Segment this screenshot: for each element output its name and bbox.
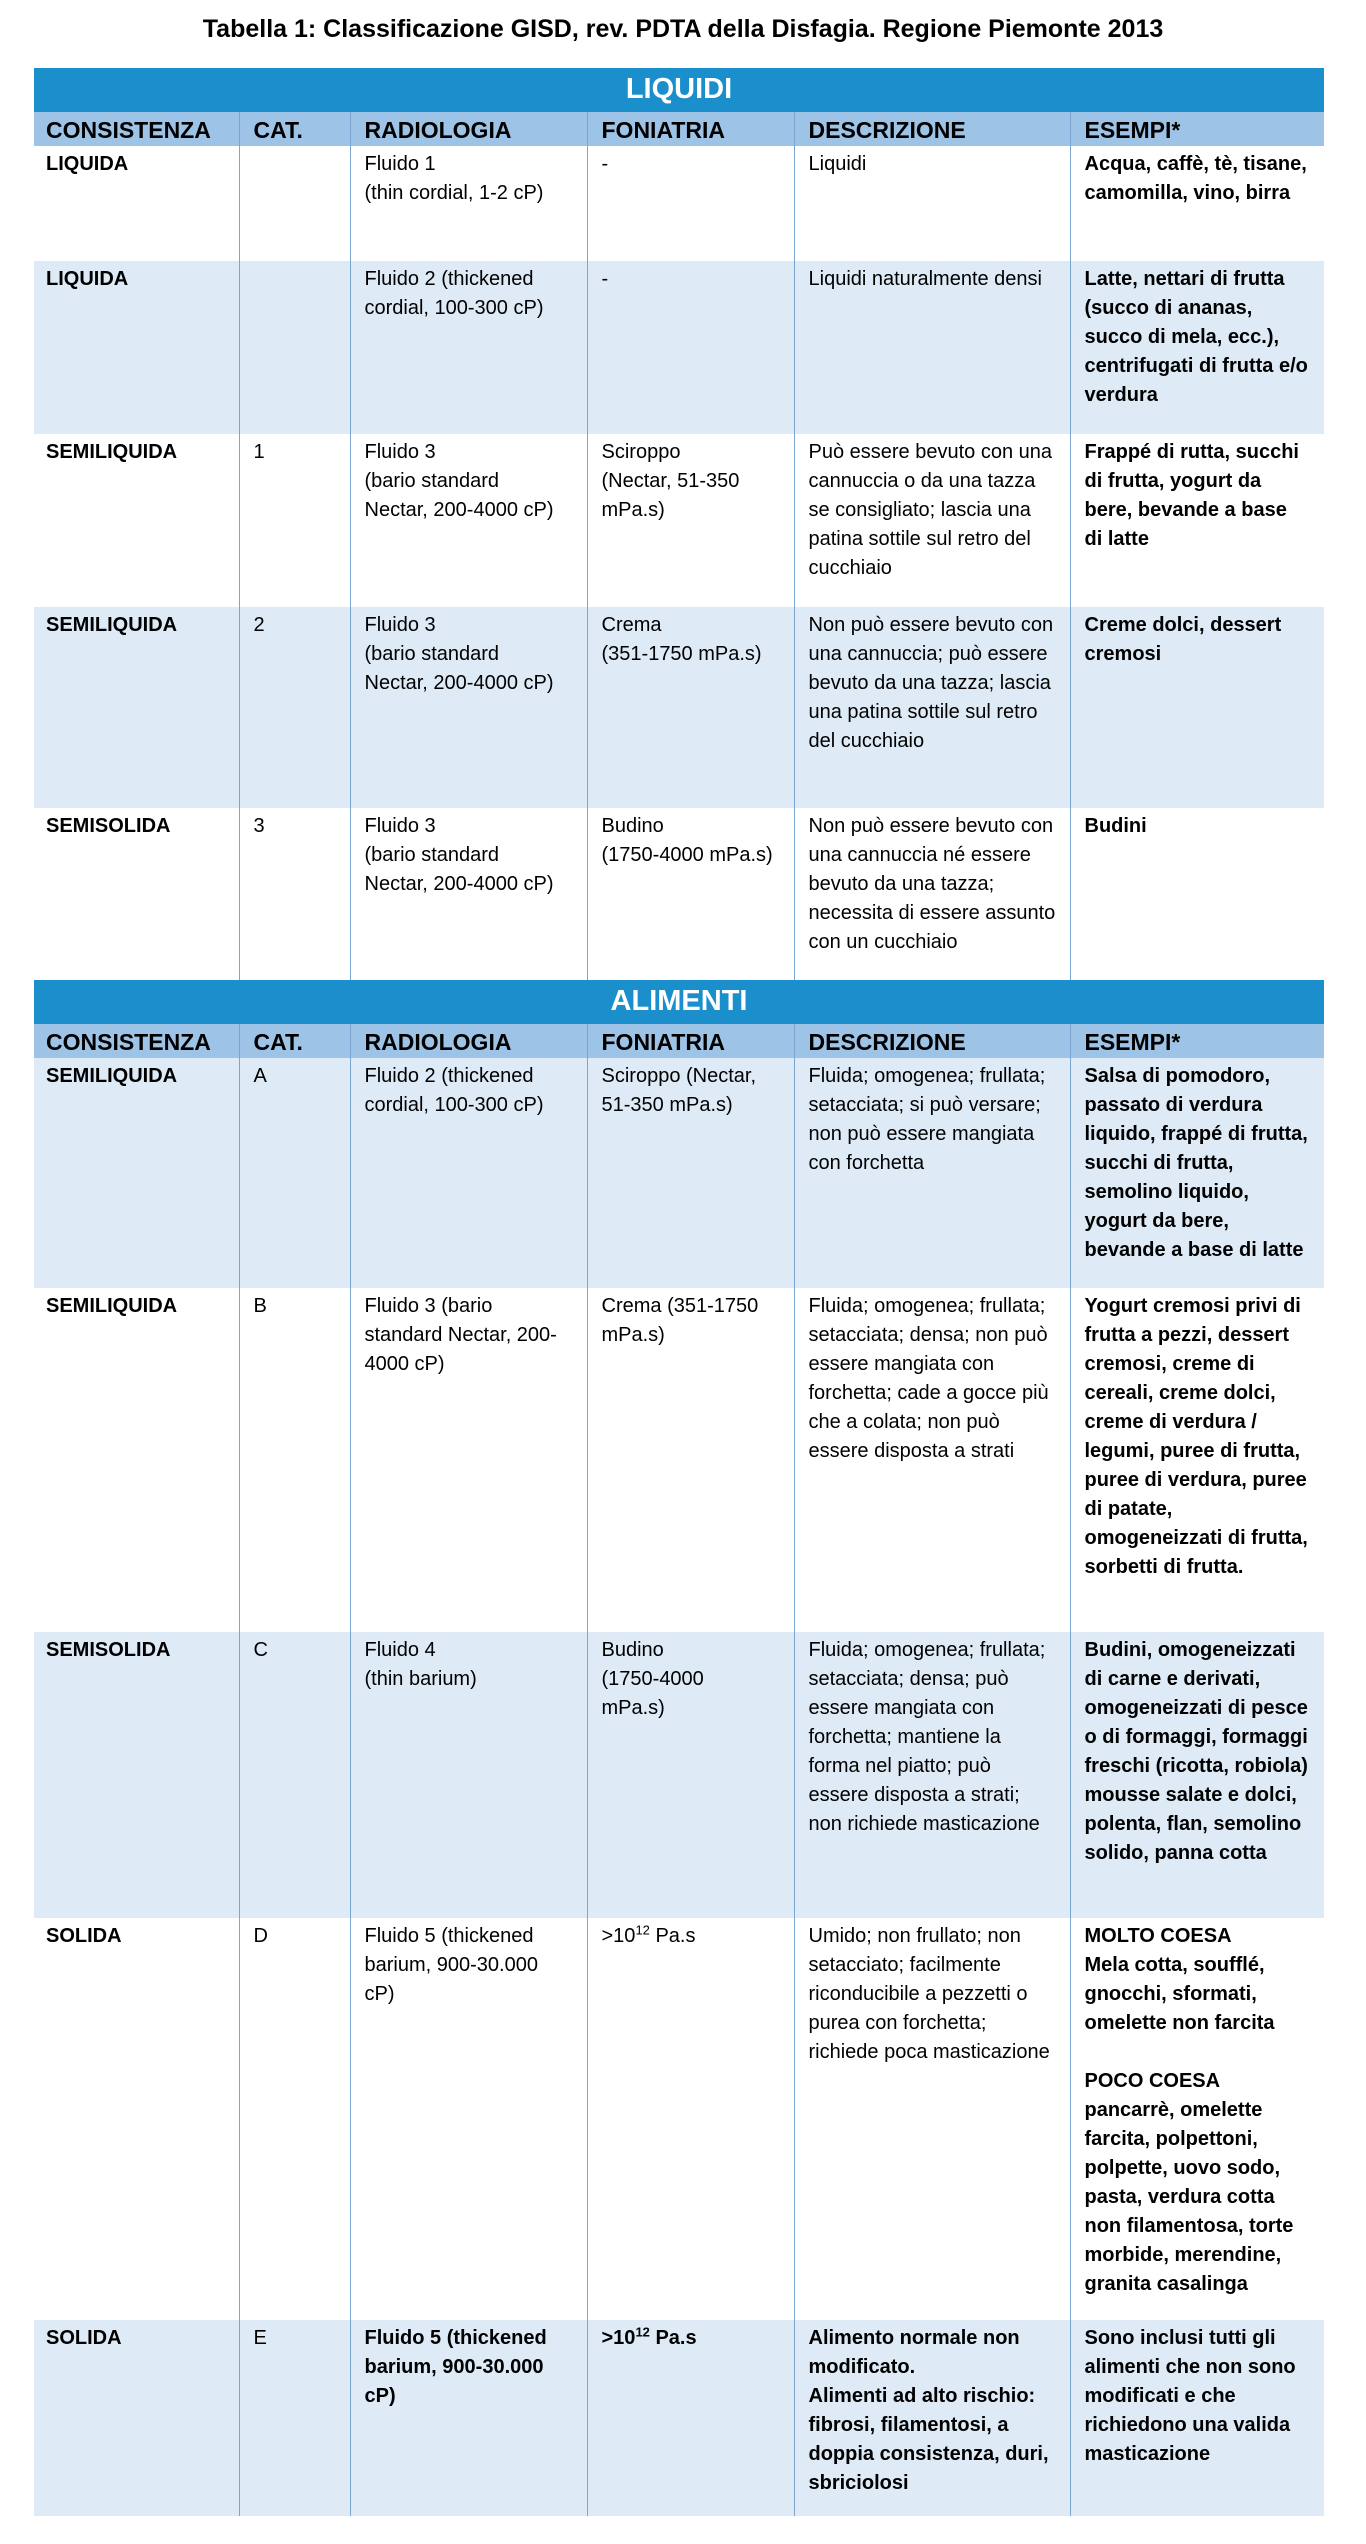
cell-foniatria: $>10^{12}$ Pa.s bbox=[587, 1918, 794, 2320]
cell-descrizione: Fluida; omogenea; frullata; setacciata; densa; non può essere mangiata con forchetta; cade a gocce più che a colata; non può essere disposta a strati bbox=[794, 1288, 1070, 1632]
table-row bbox=[34, 434, 1324, 607]
esempi-subhead-molto-coesa: MOLTO COESA bbox=[1084, 1925, 1232, 1947]
gisd-classification-table bbox=[34, 68, 1324, 2516]
cell-descrizione: Può essere bevuto con una cannuccia o da una tazza se consigliato; lascia una patina sottile sul retro del cucchiaio bbox=[794, 434, 1070, 607]
cell-descrizione: Non può essere bevuto con una cannuccia; può essere bevuto da una tazza; lascia una patina sottile sul retro del cucchiaio bbox=[794, 607, 1070, 808]
cell-foniatria: - bbox=[587, 146, 794, 261]
cell-consistenza: SOLIDA bbox=[34, 2320, 239, 2516]
cell-foniatria: Budino (1750-4000 mPa.s) bbox=[587, 808, 794, 980]
cell-consistenza: LIQUIDA bbox=[34, 261, 239, 434]
cell-radiologia: Fluido 5 (thickened barium, 900-30.000 cP) bbox=[350, 2320, 587, 2516]
cell-cat: D bbox=[239, 1918, 350, 2320]
section-header-liquidi bbox=[34, 68, 1324, 112]
cell-cat: 3 bbox=[239, 808, 350, 980]
cell-descrizione: Liquidi naturalmente densi bbox=[794, 261, 1070, 434]
cell-descrizione: Fluida; omogenea; frullata; setacciata; densa; può essere mangiata con forchetta; mantiene la forma nel piatto; può essere disposta a strati; non richiede masticazione bbox=[794, 1632, 1070, 1918]
cell-esempi: Creme dolci, dessert cremosi bbox=[1070, 607, 1324, 808]
cell-esempi: Budini bbox=[1070, 808, 1324, 980]
col-foniatria: FONIATRIA bbox=[587, 1024, 794, 1058]
cell-cat bbox=[239, 261, 350, 434]
col-cat: CAT. bbox=[239, 112, 350, 146]
table-row bbox=[34, 261, 1324, 434]
cell-radiologia: Fluido 1 (thin cordial, 1-2 cP) bbox=[350, 146, 587, 261]
cell-consistenza: SEMILIQUIDA bbox=[34, 607, 239, 808]
col-descrizione: DESCRIZIONE bbox=[794, 112, 1070, 146]
cell-cat: E bbox=[239, 2320, 350, 2516]
col-radiologia: RADIOLOGIA bbox=[350, 112, 587, 146]
esempi-subhead-poco-coesa: POCO COESA bbox=[1084, 2070, 1221, 2092]
cell-foniatria: $>10^{12}$ Pa.s bbox=[587, 2320, 794, 2516]
cell-foniatria: Sciroppo (Nectar, 51-350 mPa.s) bbox=[587, 434, 794, 607]
section-title: ALIMENTI bbox=[34, 980, 1324, 1024]
cell-descrizione: Umido; non frullato; non setacciato; facilmente riconducibile a pezzetti o purea con forchetta; richiede poca masticazione bbox=[794, 1918, 1070, 2320]
column-header-row bbox=[34, 112, 1324, 146]
cell-esempi: Acqua, caffè, tè, tisane, camomilla, vino, birra bbox=[1070, 146, 1324, 261]
cell-descrizione: Alimento normale non modificato. Alimenti ad alto rischio: fibrosi, filamentosi, a doppia consistenza, duri, sbriciolosi bbox=[794, 2320, 1070, 2516]
col-esempi: ESEMPI* bbox=[1070, 112, 1324, 146]
table-row bbox=[34, 1632, 1324, 1918]
table-row bbox=[34, 1288, 1324, 1632]
cell-foniatria: Crema (351-1750 mPa.s) bbox=[587, 607, 794, 808]
cell-esempi: Frappé di rutta, succhi di frutta, yogurt da bere, bevande a base di latte bbox=[1070, 434, 1324, 607]
cell-cat bbox=[239, 146, 350, 261]
col-foniatria: FONIATRIA bbox=[587, 112, 794, 146]
cell-consistenza: SOLIDA bbox=[34, 1918, 239, 2320]
cell-esempi: MOLTO COESA Mela cotta, soufflé, gnocchi, sformati, omelette non farcita POCO COESA pancarrè, omelette farcita, polpettoni, polpette, uovo sodo, pasta, verdura cotta non filamentosa, torte morbide, merendine, granita casalinga bbox=[1070, 1918, 1324, 2320]
cell-consistenza: SEMILIQUIDA bbox=[34, 1058, 239, 1288]
cell-cat: C bbox=[239, 1632, 350, 1918]
column-header-row bbox=[34, 1024, 1324, 1058]
cell-radiologia: Fluido 2 (thickened cordial, 100-300 cP) bbox=[350, 261, 587, 434]
cell-radiologia: Fluido 3 (bario standard Nectar, 200-4000 cP) bbox=[350, 808, 587, 980]
table-row bbox=[34, 808, 1324, 980]
cell-cat: 1 bbox=[239, 434, 350, 607]
table-row bbox=[34, 607, 1324, 808]
page-title: Tabella 1: Classificazione GISD, rev. PDTA della Disfagia. Regione Piemonte 2013 bbox=[202, 15, 1164, 43]
section-header-alimenti bbox=[34, 980, 1324, 1024]
cell-descrizione: Non può essere bevuto con una cannuccia né essere bevuto da una tazza; necessita di essere assunto con un cucchiaio bbox=[794, 808, 1070, 980]
col-consistenza: CONSISTENZA bbox=[34, 112, 239, 146]
cell-esempi: Salsa di pomodoro, passato di verdura liquido, frappé di frutta, succhi di frutta, semolino liquido, yogurt da bere, bevande a base di latte bbox=[1070, 1058, 1324, 1288]
col-consistenza: CONSISTENZA bbox=[34, 1024, 239, 1058]
cell-esempi: Latte, nettari di frutta (succo di ananas, succo di mela, ecc.), centrifugati di frutta e/o verdura bbox=[1070, 261, 1324, 434]
cell-cat: B bbox=[239, 1288, 350, 1632]
table-row bbox=[34, 2320, 1324, 2516]
cell-foniatria: Budino (1750-4000 mPa.s) bbox=[587, 1632, 794, 1918]
cell-descrizione: Fluida; omogenea; frullata; setacciata; si può versare; non può essere mangiata con forchetta bbox=[794, 1058, 1070, 1288]
cell-foniatria: - bbox=[587, 261, 794, 434]
cell-consistenza: SEMILIQUIDA bbox=[34, 434, 239, 607]
cell-descrizione: Liquidi bbox=[794, 146, 1070, 261]
cell-radiologia: Fluido 5 (thickened barium, 900-30.000 cP) bbox=[350, 1918, 587, 2320]
section-title: LIQUIDI bbox=[34, 68, 1324, 112]
cell-cat: A bbox=[239, 1058, 350, 1288]
table-row bbox=[34, 146, 1324, 261]
table-row bbox=[34, 1918, 1324, 2320]
cell-esempi: Sono inclusi tutti gli alimenti che non sono modificati e che richiedono una valida masticazione bbox=[1070, 2320, 1324, 2516]
col-cat: CAT. bbox=[239, 1024, 350, 1058]
cell-radiologia: Fluido 3 (bario standard Nectar, 200-4000 cP) bbox=[350, 607, 587, 808]
cell-esempi: Budini, omogeneizzati di carne e derivati, omogeneizzati di pesce o di formaggi, formaggi freschi (ricotta, robiola) mousse salate e dolci, polenta, flan, semolino solido, panna cotta bbox=[1070, 1632, 1324, 1918]
cell-esempi: Yogurt cremosi privi di frutta a pezzi, dessert cremosi, creme di cereali, creme dolci, creme di verdura / legumi, puree di frutta, puree di verdura, puree di patate, omogeneizzati di frutta, sorbetti di frutta. bbox=[1070, 1288, 1324, 1632]
cell-consistenza: SEMISOLIDA bbox=[34, 1632, 239, 1918]
cell-consistenza: SEMILIQUIDA bbox=[34, 1288, 239, 1632]
cell-foniatria: Sciroppo (Nectar, 51-350 mPa.s) bbox=[587, 1058, 794, 1288]
cell-radiologia: Fluido 4 (thin barium) bbox=[350, 1632, 587, 1918]
col-esempi: ESEMPI* bbox=[1070, 1024, 1324, 1058]
cell-cat: 2 bbox=[239, 607, 350, 808]
cell-consistenza: LIQUIDA bbox=[34, 146, 239, 261]
col-descrizione: DESCRIZIONE bbox=[794, 1024, 1070, 1058]
cell-foniatria: Crema (351-1750 mPa.s) bbox=[587, 1288, 794, 1632]
table-row bbox=[34, 1058, 1324, 1288]
col-radiologia: RADIOLOGIA bbox=[350, 1024, 587, 1058]
cell-radiologia: Fluido 3 (bario standard Nectar, 200-4000 cP) bbox=[350, 1288, 587, 1632]
cell-consistenza: SEMISOLIDA bbox=[34, 808, 239, 980]
cell-radiologia: Fluido 3 (bario standard Nectar, 200-4000 cP) bbox=[350, 434, 587, 607]
cell-radiologia: Fluido 2 (thickened cordial, 100-300 cP) bbox=[350, 1058, 587, 1288]
